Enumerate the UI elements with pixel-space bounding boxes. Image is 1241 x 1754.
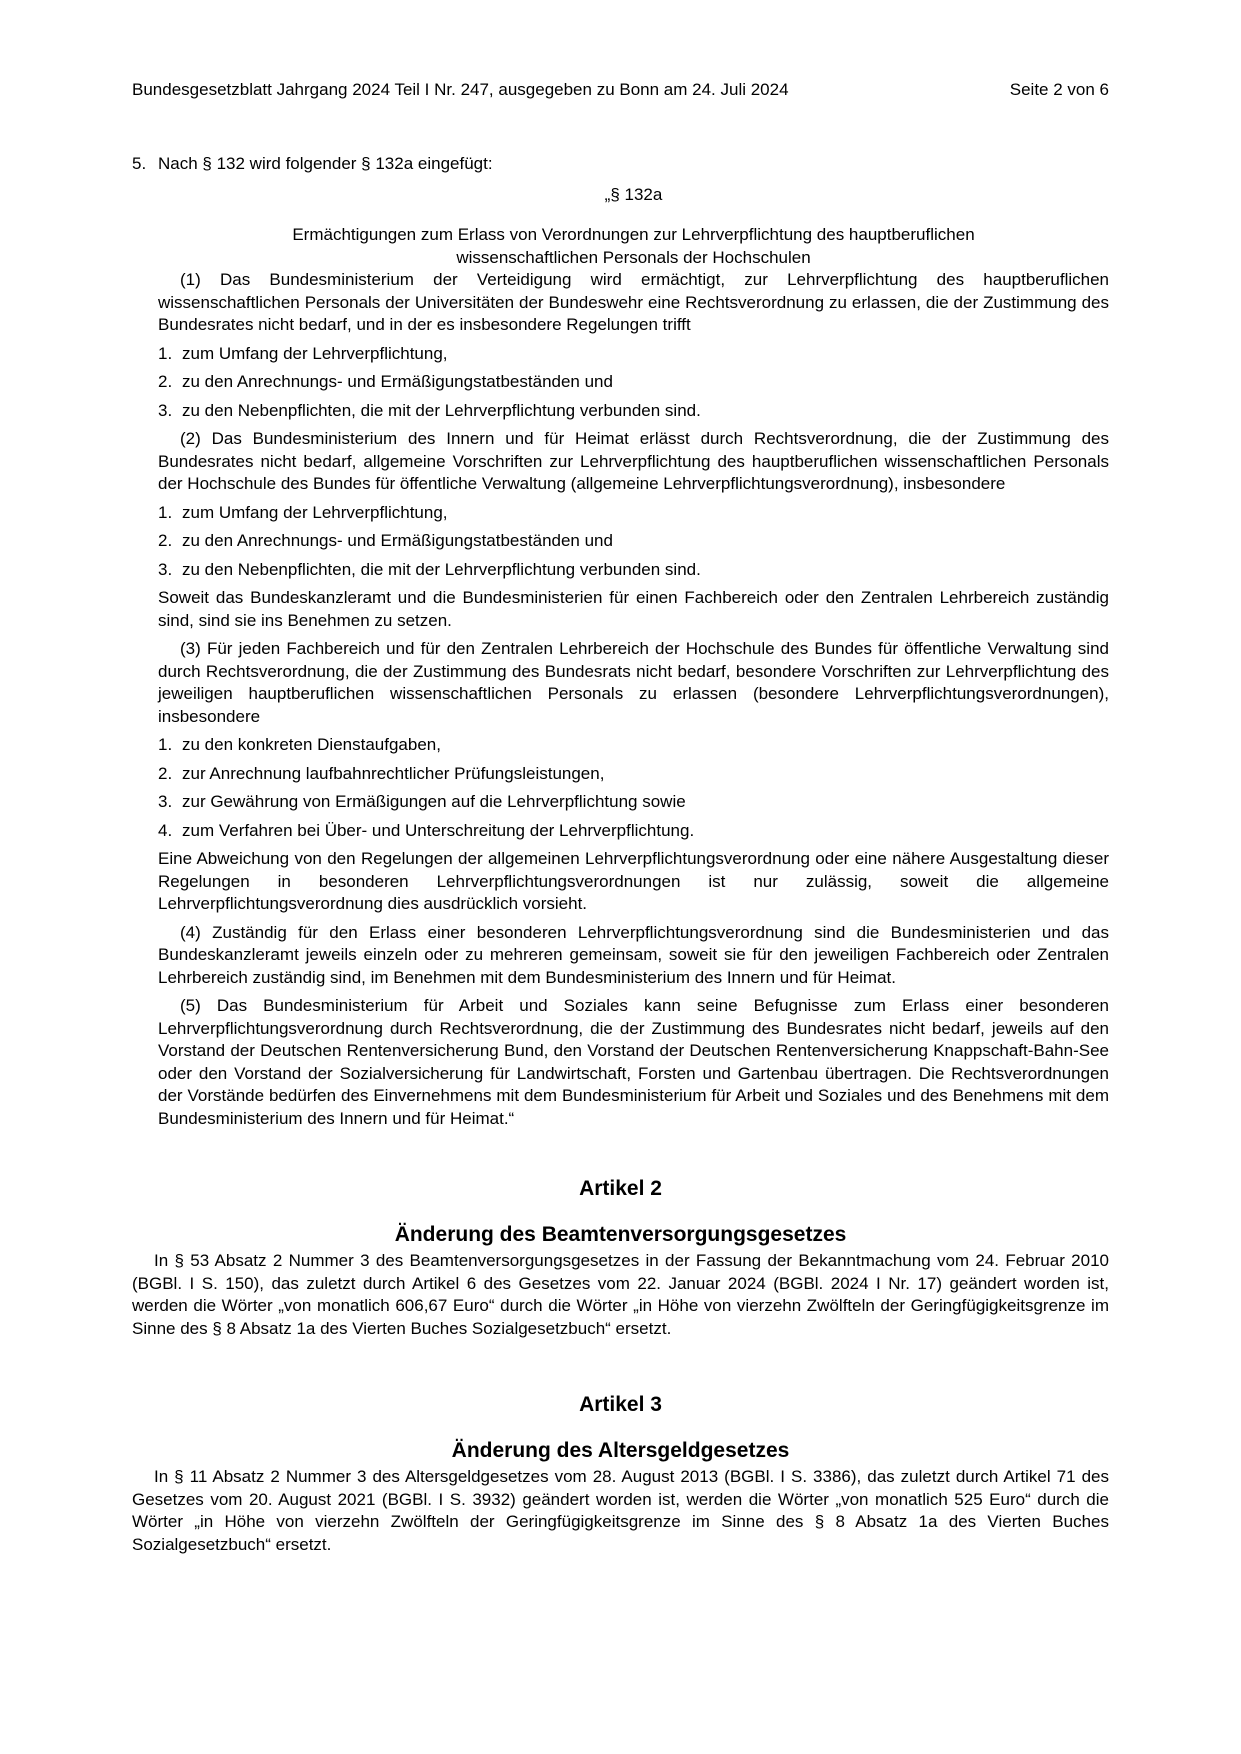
section-title-line-1: Ermächtigungen zum Erlass von Verordnungen zur Lehrverpflichtung des hauptberuflichen xyxy=(292,225,975,244)
section-title xyxy=(158,224,1109,269)
list-item: 3. zu den Nebenpflichten, die mit der Lehrverpflichtung verbunden sind. xyxy=(158,400,701,420)
amendment-item-5 xyxy=(132,153,1109,176)
list-item: 1. zum Umfang der Lehrverpflichtung, xyxy=(158,502,448,522)
article-2-label: Artikel 2 xyxy=(579,1177,662,1200)
article-3 xyxy=(132,1392,1109,1556)
gazette-title: Bundesgesetzblatt Jahrgang 2024 Teil I Nr. 247, ausgegeben zu Bonn am 24. Juli 2024 xyxy=(132,80,789,99)
list-item: 3. zur Gewährung von Ermäßigungen auf die Lehrverpflichtung sowie xyxy=(158,792,686,811)
subsection-2-list xyxy=(158,502,1109,582)
list-item: 1. zum Umfang der Lehrverpflichtung, xyxy=(158,343,448,363)
article-2 xyxy=(132,1176,1109,1340)
article-2-text: In § 53 Absatz 2 Nummer 3 des Beamtenversorgungsgesetzes in der Fassung der Bekanntmachung vom 24. Februar 2010 (BGBl. I S. 150), das zuletzt durch Artikel 6 des Gesetzes vom 22. Januar 2024 (BGBl. 2024 I Nr. 17) geändert worden ist, werden die Wörter „von monatlich 606,67 Euro“ durch die Wörter „in Höhe von vierzehn Zwölfteln der Geringfügigkeitsgrenze im Sinne des § 8 Absatz 1a des Vierten Buches Sozialgesetzbuch“ ersetzt. xyxy=(132,1251,1109,1338)
page-header xyxy=(132,80,1109,100)
page-number: Seite 2 von 6 xyxy=(1009,80,1109,99)
subsection-3: (3) Für jeden Fachbereich und für den Zentralen Lehrbereich der Hochschule des Bundes für öffentliche Verwaltung sind durch Rechtsverordnung, die der Zustimmung des Bundesrats nicht bedarf, besondere Vorschriften zur Lehrverpflichtung des jeweiligen hauptberuflichen wissenschaftlichen Personals zu erlassen (besondere Lehrverpflichtungsverordnungen), insbesondere xyxy=(158,639,1109,726)
section-label: „§ 132a xyxy=(604,184,663,204)
subsection-1: (1) Das Bundesministerium der Verteidigung wird ermächtigt, zur Lehrverpflichtung des hauptberuflichen wissenschaftlichen Personals der Universitäten der Bundeswehr eine Rechtsverordnung zu erlassen, die der Zustimmung des Bundesrates nicht bedarf, und in der es insbesondere Regelungen trifft xyxy=(158,270,1109,334)
subsection-1-list xyxy=(158,343,1109,423)
list-item: 2. zur Anrechnung laufbahnrechtlicher Prüfungsleistungen, xyxy=(158,763,605,783)
article-2-title: Änderung des Beamtenversorgungsgesetzes xyxy=(394,1223,847,1246)
item-number: 5. xyxy=(132,154,147,173)
subsection-2: (2) Das Bundesministerium des Innern und für Heimat erlässt durch Rechtsverordnung, die der Zustimmung des Bundesrates nicht bedarf, allgemeine Vorschriften zur Lehrverpflichtung des hauptberuflichen wissenschaftlichen Personals der Hochschule des Bundes für öffentliche Verwaltung (allgemeine Lehrverpflichtungsverordnung), insbesondere xyxy=(158,429,1109,493)
list-item: 1. zu den konkreten Dienstaufgaben, xyxy=(158,735,441,754)
list-item: 4. zum Verfahren bei Über- und Unterschreitung der Lehrverpflichtung. xyxy=(158,820,695,840)
subsection-3-list xyxy=(158,734,1109,842)
list-item: 2. zu den Anrechnungs- und Ermäßigungstatbeständen und xyxy=(158,372,613,391)
article-3-title: Änderung des Altersgeldgesetzes xyxy=(451,1439,790,1462)
subsection-5: (5) Das Bundesministerium für Arbeit und Soziales kann seine Befugnisse zum Erlass einer besonderen Lehrverpflichtungsverordnung durch Rechtsverordnung, die der Zustimmung des Bundesrates nicht bedarf, jeweils auf den Vorstand der Deutschen Rentenversicherung Bund, den Vorstand der Deutschen Rentenversicherung Knappschaft-Bahn-See oder den Vorstand der Sozialversicherung für Landwirtschaft, Forsten und Gartenbau übertragen. Die Rechtsverordnungen der Vorstände bedürfen des Einvernehmens mit dem Bundesministerium für Arbeit und Soziales und des Benehmens mit dem Bundesministerium des Innern und für Heimat.“ xyxy=(158,996,1109,1128)
article-3-text: In § 11 Absatz 2 Nummer 3 des Altersgeldgesetzes vom 28. August 2013 (BGBl. I S. 3386), das zuletzt durch Artikel 71 des Gesetzes vom 20. August 2021 (BGBl. I S. 3932) geändert worden ist, werden die Wörter „von monatlich 525 Euro“ durch die Wörter „in Höhe von vierzehn Zwölfteln der Geringfügigkeitsgrenze im Sinne des § 8 Absatz 1a des Vierten Buches Sozialgesetzbuch“ ersetzt. xyxy=(132,1467,1109,1554)
document-body xyxy=(132,153,1109,1556)
list-item: 3. zu den Nebenpflichten, die mit der Lehrverpflichtung verbunden sind. xyxy=(158,559,701,579)
list-item: 2. zu den Anrechnungs- und Ermäßigungstatbeständen und xyxy=(158,531,613,550)
inserted-section xyxy=(158,184,1109,1131)
section-title-line-2: wissenschaftlichen Personals der Hochschulen xyxy=(456,247,811,267)
subsection-3-tail: Eine Abweichung von den Regelungen der allgemeinen Lehrverpflichtungsverordnung oder eine nähere Ausgestaltung dieser Regelungen in besonderen Lehrverpflichtungsverordnungen ist nur zulässig, soweit die allgemeine Lehrverpflichtungsverordnung dies ausdrücklich vorsieht. xyxy=(158,849,1109,913)
article-3-label: Artikel 3 xyxy=(579,1393,662,1416)
subsection-4: (4) Zuständig für den Erlass einer besonderen Lehrverpflichtungsverordnung sind die Bundesministerien und das Bundeskanzleramt jeweils einzeln oder zu mehreren gemeinsam, soweit sie für den jeweiligen Fachbereich oder Zentralen Lehrbereich zuständig sind, im Benehmen mit dem Bundesministerium des Innern und für Heimat. xyxy=(158,922,1109,987)
item-text: Nach § 132 wird folgender § 132a eingefügt: xyxy=(158,154,493,173)
subsection-2-tail: Soweit das Bundeskanzleramt und die Bundesministerien für einen Fachbereich oder den Zentralen Lehrbereich zuständig sind, sind sie ins Benehmen zu setzen. xyxy=(158,588,1109,630)
